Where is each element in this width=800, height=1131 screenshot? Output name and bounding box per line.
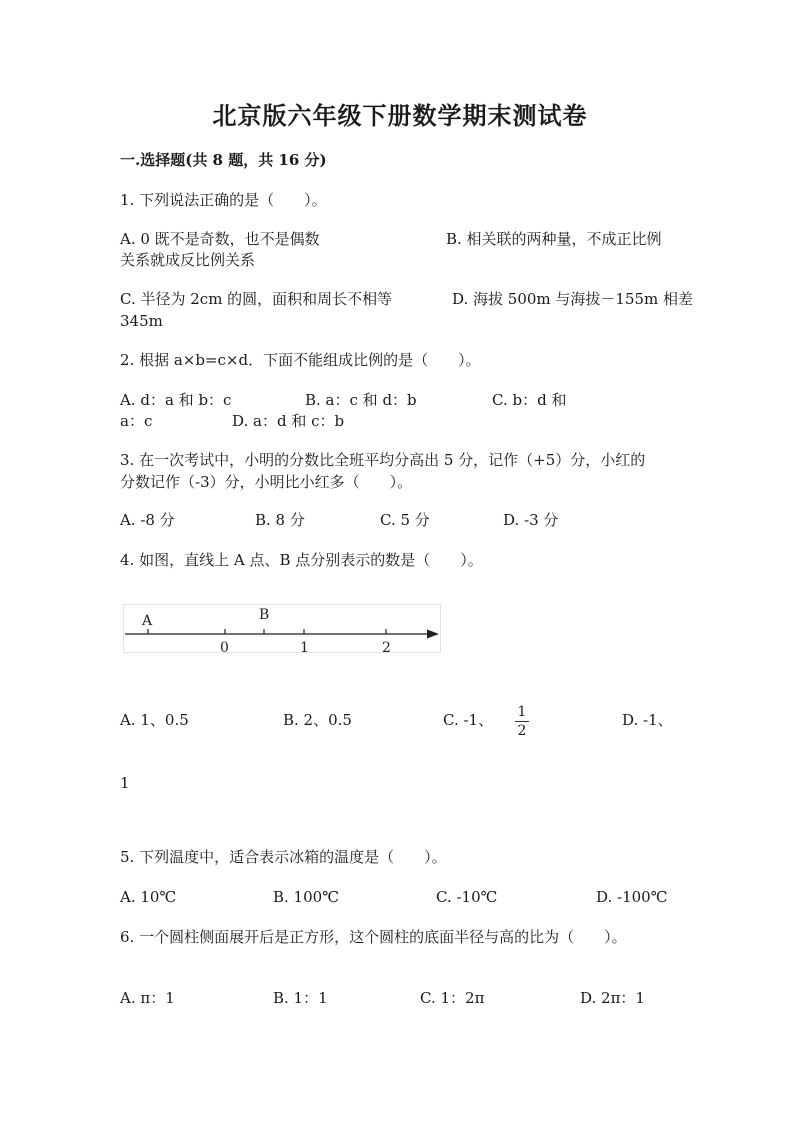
- question-4-option-d: D. -1、: [622, 711, 673, 729]
- tick-label-1: 1: [300, 640, 309, 654]
- question-3-option-d: D. -3 分: [503, 511, 559, 529]
- question-3-option-b: B. 8 分: [255, 511, 305, 529]
- question-3-option-c: C. 5 分: [380, 511, 430, 529]
- question-3-option-a: A. -8 分: [120, 511, 175, 529]
- question-2-option-b: B. a：c 和 d：b: [305, 391, 417, 409]
- number-line-arrow-icon: [427, 630, 439, 639]
- section-heading: 一.选择题(共 8 题，共 16 分): [120, 151, 327, 169]
- fraction-one-half: [513, 704, 531, 739]
- question-2-option-c-cont: a：c: [120, 412, 153, 430]
- question-1-stem: 1. 下列说法正确的是（ ）。: [120, 191, 327, 209]
- question-1-option-a: A. 0 既不是奇数，也不是偶数: [120, 230, 320, 248]
- question-3-stem-line1: 3. 在一次考试中，小明的分数比全班平均分高出 5 分，记作（+5）分，小红的: [120, 451, 646, 469]
- question-1-option-c: C. 半径为 2cm 的圆，面积和周长不相等: [120, 290, 393, 308]
- question-1-option-d-cont: 345m: [120, 312, 163, 330]
- question-5-stem: 5. 下列温度中，适合表示冰箱的温度是（ ）。: [120, 848, 447, 866]
- question-2-option-d: D. a：d 和 c：b: [232, 412, 345, 430]
- fraction-bar: [515, 721, 529, 722]
- point-b-label: B: [259, 607, 270, 623]
- question-2-stem: 2. 根据 a×b=c×d．下面不能组成比例的是（ ）。: [120, 351, 481, 369]
- question-4-stem: 4. 如图，直线上 A 点、B 点分别表示的数是（ ）。: [120, 551, 483, 569]
- tick-label-0: 0: [220, 640, 229, 654]
- question-5-option-a: A. 10℃: [120, 888, 177, 906]
- point-a-label: A: [142, 613, 153, 629]
- question-2-option-c: C. b：d 和: [492, 391, 567, 409]
- question-6-stem: 6. 一个圆柱侧面展开后是正方形，这个圆柱的底面半径与高的比为（ ）。: [120, 928, 627, 946]
- tick-label-2: 2: [382, 640, 391, 654]
- question-4-option-a: A. 1、0.5: [120, 711, 189, 729]
- question-4-option-c: C. -1、: [443, 711, 494, 729]
- question-3-stem-line2: 分数记作（-3）分，小明比小红多（ ）。: [120, 473, 413, 491]
- question-1-option-d: D. 海拔 500m 与海拔－155m 相差: [452, 290, 694, 308]
- question-6-option-b: B. 1：1: [273, 989, 328, 1007]
- question-5-option-c: C. -10℃: [436, 888, 498, 906]
- question-6-option-a: A. π：1: [120, 989, 175, 1007]
- question-1-option-b-cont: 关系就成反比例关系: [120, 251, 256, 269]
- fraction-denominator: 2: [517, 723, 527, 739]
- question-2-option-a: A. d：a 和 b：c: [120, 391, 232, 409]
- fraction-numerator: 1: [517, 704, 527, 720]
- question-4-option-b: B. 2、0.5: [283, 711, 352, 729]
- question-6-option-d: D. 2π：1: [580, 989, 645, 1007]
- page-title: 北京版六年级下册数学期末测试卷: [212, 101, 588, 130]
- question-6-option-c: C. 1：2π: [420, 989, 485, 1007]
- question-4-option-d-cont: 1: [120, 774, 130, 792]
- number-line-figure: [123, 604, 443, 654]
- question-1-option-b: B. 相关联的两种量，不成正比例: [446, 230, 662, 248]
- question-5-option-d: D. -100℃: [596, 888, 668, 906]
- question-5-option-b: B. 100℃: [273, 888, 339, 906]
